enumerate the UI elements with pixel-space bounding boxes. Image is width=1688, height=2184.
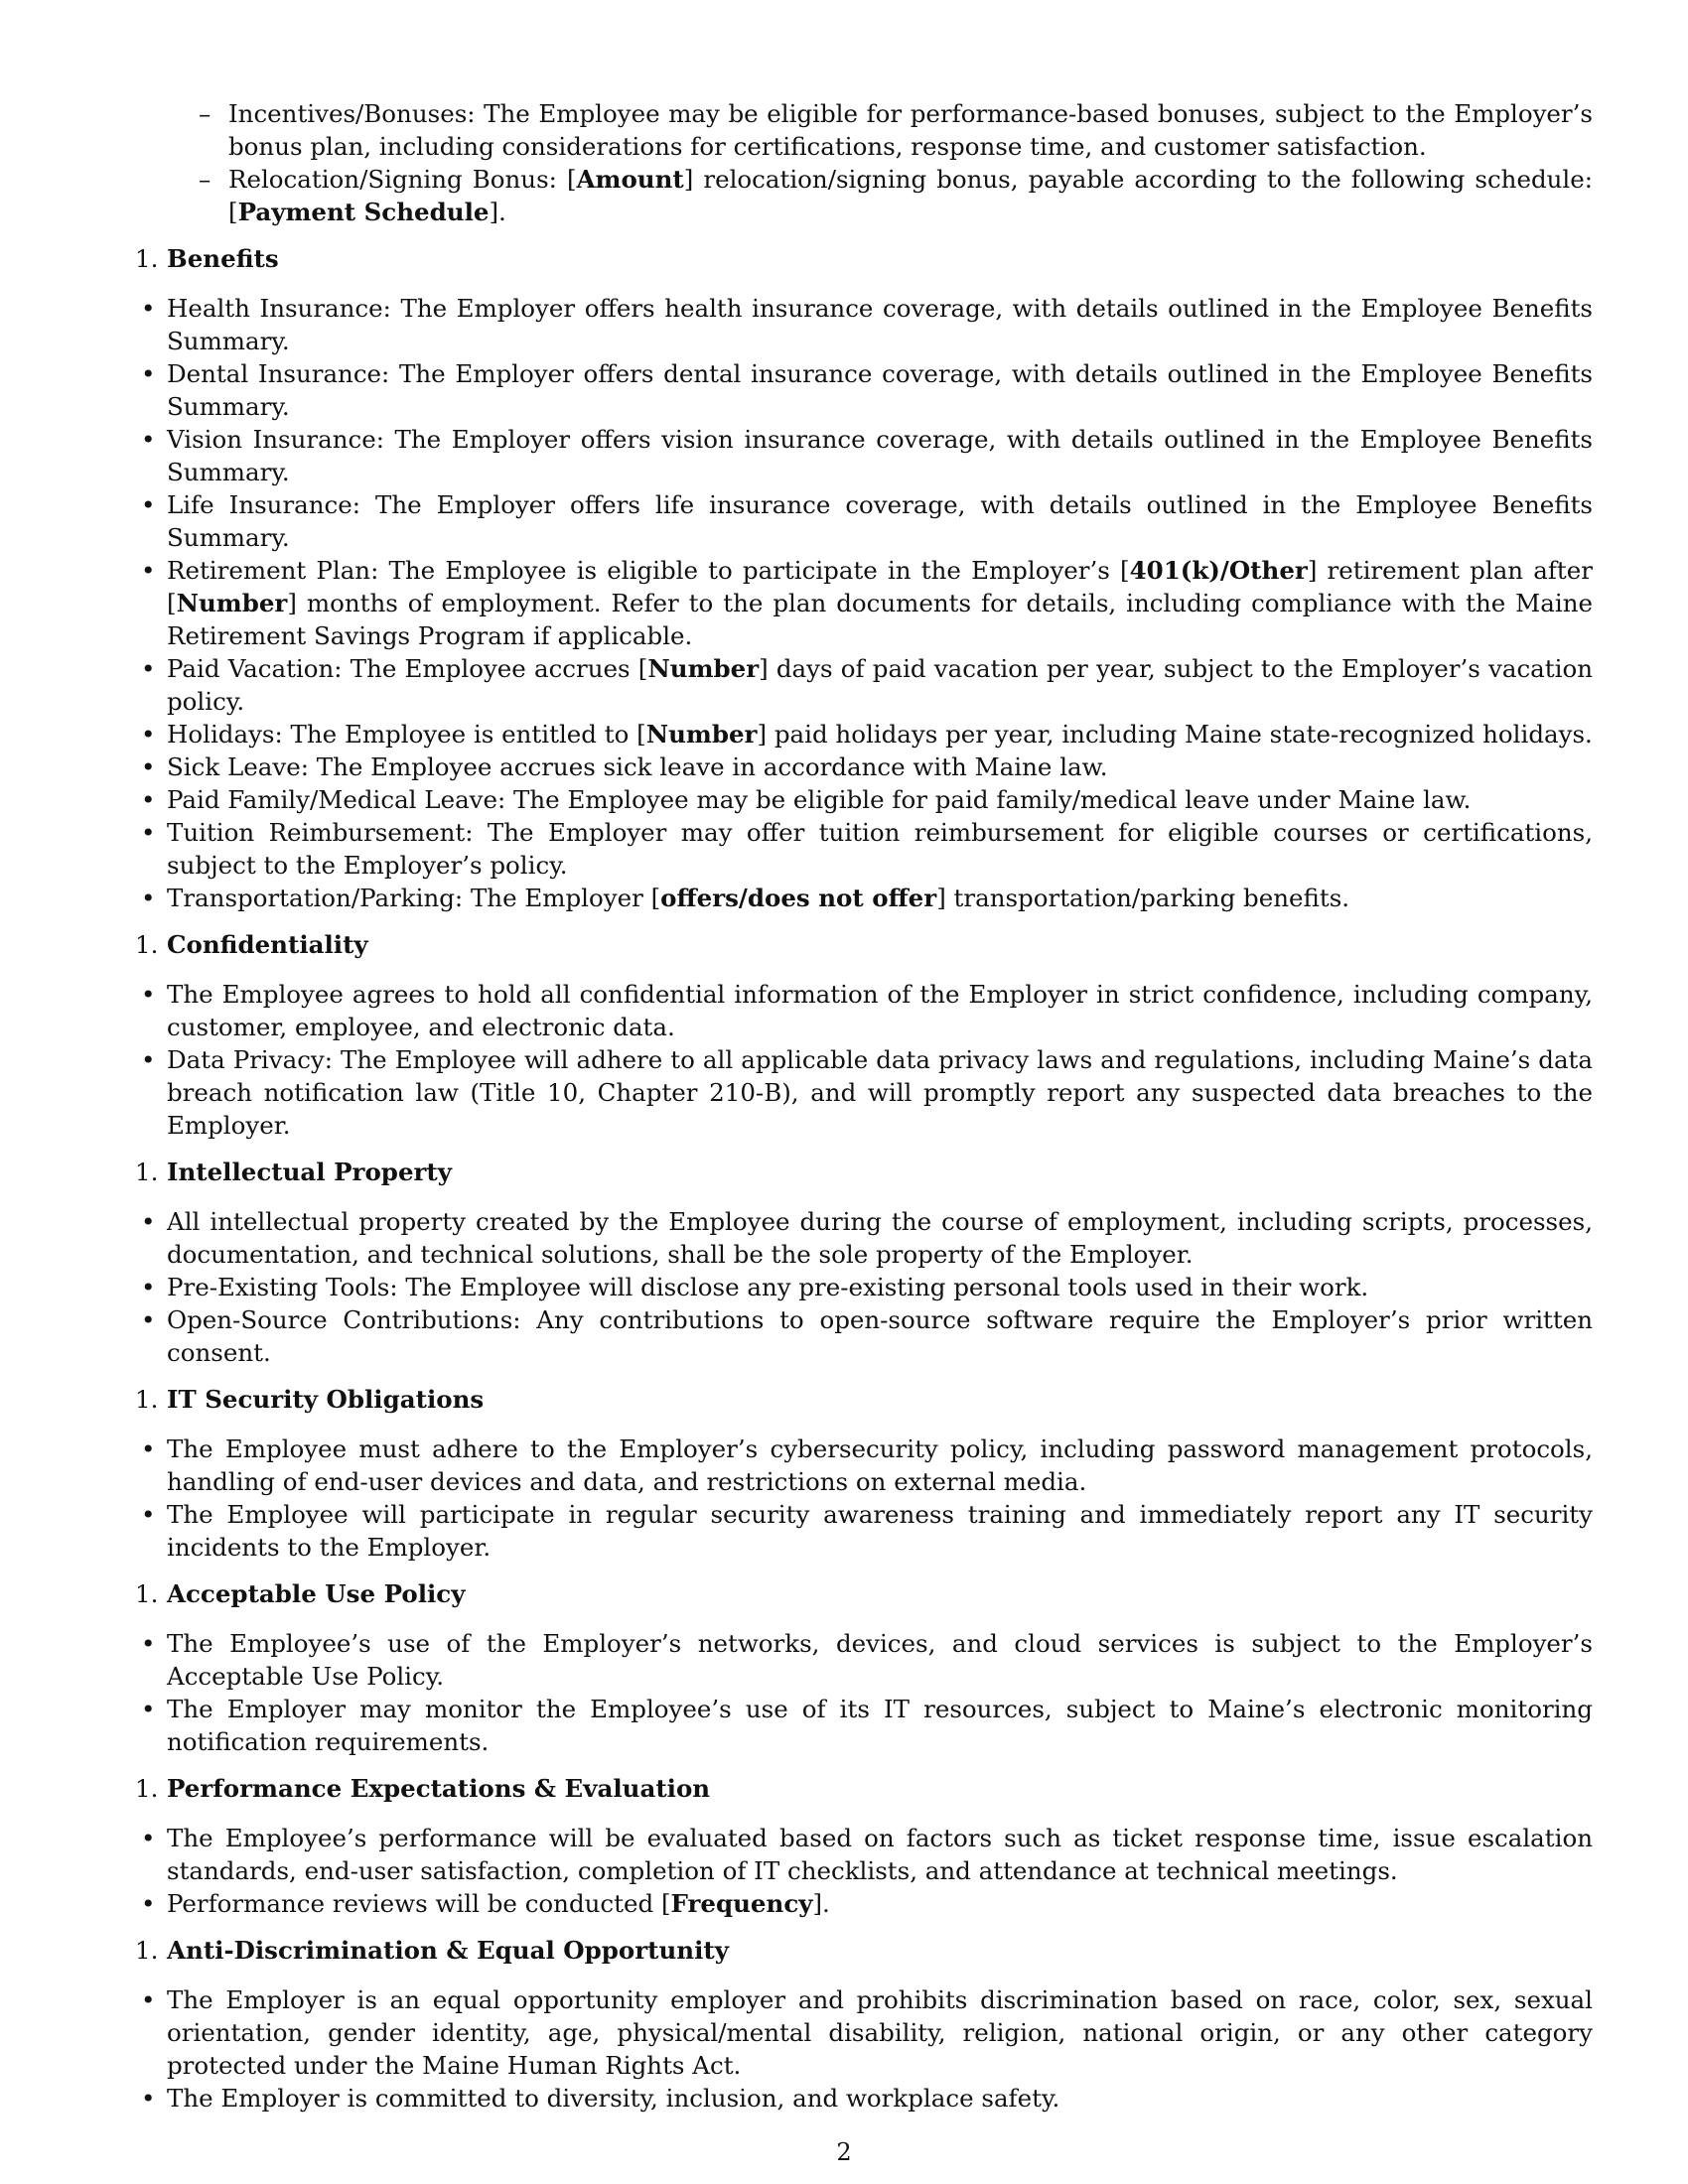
section-number: 1. (135, 244, 159, 273)
section-number: 1. (135, 1579, 159, 1608)
bullet-marker: • (141, 1985, 156, 2014)
item-text: Vision Insurance: The Employer offers vision insurance coverage, with details outlined in the Employee Benefits Summary. (167, 425, 1593, 486)
bullet-marker: • (141, 654, 156, 683)
bullet-marker: • (141, 1305, 156, 1334)
bullet-marker: • (141, 1434, 156, 1463)
list-item (141, 488, 1593, 554)
compensation-sublist (199, 97, 1593, 228)
bullet-marker: • (141, 1629, 156, 1658)
bullet-marker: • (141, 294, 156, 323)
item-text: The Employee must adhere to the Employer’s cybersecurity policy, including password management protocols, handling of end-user devices and data, and restrictions on external media. (167, 1434, 1593, 1496)
section-number: 1. (135, 1385, 159, 1414)
relocation-text: Relocation/Signing Bonus: [ (228, 165, 577, 194)
placeholder-frequency: Frequency (670, 1889, 813, 1918)
anti-discrimination-list (141, 1983, 1593, 2115)
item-text: The Employee’s performance will be evaluated based on factors such as ticket response time, issue escalation standards, end-user satisfaction, completion of IT checklists, and attendance at technical meetings. (167, 1824, 1593, 1885)
item-text: Pre-Existing Tools: The Employee will disclose any pre-existing personal tools used in their work. (167, 1273, 1369, 1301)
item-text: Dental Insurance: The Employer offers dental insurance coverage, with details outlined in the Employee Benefits Summary. (167, 359, 1593, 421)
item-text: The Employee’s use of the Employer’s networks, devices, and cloud services is subject to the Employer’s Acceptable Use Policy. (167, 1629, 1593, 1691)
list-item (141, 554, 1593, 652)
bullet-marker: • (141, 720, 156, 749)
section-number: 1. (135, 1936, 159, 1965)
section-heading-ip (135, 1156, 1593, 1188)
section-heading-aup (135, 1577, 1593, 1610)
list-item (141, 423, 1593, 488)
item-text: Performance reviews will be conducted [ (167, 1889, 671, 1918)
bullet-marker: • (141, 425, 156, 454)
section-heading-anti-discrimination (135, 1934, 1593, 1967)
bullet-marker: • (141, 884, 156, 912)
bullet-marker: • (141, 980, 156, 1009)
bullet-marker: • (141, 359, 156, 388)
dash-marker: – (199, 99, 211, 128)
item-text: Retirement Plan: The Employee is eligible to participate in the Employer’s [ (167, 556, 1130, 585)
section-title: Benefits (167, 244, 279, 273)
list-item (141, 978, 1593, 1043)
relocation-text: ]. (489, 198, 506, 226)
list-item (141, 1205, 1593, 1271)
list-item (141, 1303, 1593, 1369)
section-title: IT Security Obligations (167, 1385, 485, 1414)
incentives-text: Incentives/Bonuses: The Employee may be eligible for performance-based bonuses, subject to the Employer’s bonus plan, including considerations for certifications, response time, and customer satisfaction. (228, 99, 1593, 161)
document-body (135, 97, 1593, 2115)
section-number: 1. (135, 1774, 159, 1803)
bullet-marker: • (141, 818, 156, 847)
list-item (141, 1433, 1593, 1498)
item-text: ] months of employment. Refer to the plan documents for details, including compliance with the Maine Retirement Savings Program if applicable. (167, 589, 1593, 650)
list-item (141, 2082, 1593, 2115)
placeholder-number: Number (647, 654, 760, 683)
section-title: Confidentiality (167, 930, 368, 959)
benefits-list (141, 292, 1593, 914)
bullet-marker: • (141, 1045, 156, 1074)
placeholder-plan-type: 401(k)/Other (1129, 556, 1308, 585)
list-item (141, 292, 1593, 357)
section-heading-performance (135, 1772, 1593, 1805)
list-item (141, 783, 1593, 816)
aup-list (141, 1627, 1593, 1758)
section-title: Performance Expectations & Evaluation (167, 1774, 711, 1803)
list-item (141, 1822, 1593, 1887)
item-text: ]. (812, 1889, 830, 1918)
bullet-marker: • (141, 490, 156, 519)
list-item (141, 1271, 1593, 1303)
list-item (141, 1498, 1593, 1564)
it-security-list (141, 1433, 1593, 1564)
section-heading-it-security (135, 1383, 1593, 1416)
item-text: Open-Source Contributions: Any contributions to open-source software require the Employer’s prior written consent. (167, 1305, 1593, 1367)
section-number: 1. (135, 1158, 159, 1186)
section-heading-confidentiality (135, 928, 1593, 961)
section-title: Anti-Discrimination & Equal Opportunity (167, 1936, 729, 1965)
list-item (199, 163, 1593, 228)
bullet-marker: • (141, 1889, 156, 1918)
dash-marker: – (199, 165, 211, 194)
section-title: Acceptable Use Policy (167, 1579, 466, 1608)
section-title: Intellectual Property (167, 1158, 452, 1186)
bullet-marker: • (141, 1207, 156, 1236)
placeholder-number: Number (176, 589, 288, 617)
bullet-marker: • (141, 752, 156, 781)
list-item (141, 718, 1593, 751)
placeholder-number: Number (645, 720, 758, 749)
list-item (199, 97, 1593, 163)
list-item (141, 882, 1593, 914)
item-text: The Employee agrees to hold all confidential information of the Employer in strict confidence, including company, customer, employee, and electronic data. (167, 980, 1593, 1041)
bullet-marker: • (141, 2084, 156, 2113)
item-text: The Employer may monitor the Employee’s use of its IT resources, subject to Maine’s electronic monitoring notification requirements. (167, 1695, 1593, 1756)
item-text: Life Insurance: The Employer offers life insurance coverage, with details outlined in the Employee Benefits Summary. (167, 490, 1593, 552)
list-item (141, 357, 1593, 423)
page-number: 2 (836, 2138, 852, 2166)
placeholder-payment-schedule: Payment Schedule (237, 198, 490, 226)
relocation-text: ] relocation/signing bonus, payable according to the following schedule: [ (228, 165, 1593, 226)
section-number: 1. (135, 930, 159, 959)
confidentiality-list (141, 978, 1593, 1142)
section-heading-benefits (135, 242, 1593, 275)
item-text: Data Privacy: The Employee will adhere to all applicable data privacy laws and regulations, including Maine’s data breach notification law (Title 10, Chapter 210-B), and will promptly report any suspected data breaches to the Employer. (167, 1045, 1593, 1140)
item-text: Holidays: The Employee is entitled to [ (167, 720, 646, 749)
bullet-marker: • (141, 556, 156, 585)
item-text: Tuition Reimbursement: The Employer may offer tuition reimbursement for eligible courses or certifications, subject to the Employer’s policy. (167, 818, 1593, 880)
bullet-marker: • (141, 1273, 156, 1301)
list-item (141, 1043, 1593, 1142)
item-text: All intellectual property created by the Employee during the course of employment, including scripts, processes, documentation, and technical solutions, shall be the sole property of the Employer. (167, 1207, 1593, 1269)
performance-list (141, 1822, 1593, 1920)
placeholder-offers: offers/does not offer (660, 884, 937, 912)
placeholder-amount: Amount (576, 165, 684, 194)
list-item (141, 751, 1593, 783)
item-text: The Employee will participate in regular security awareness training and immediately report any IT security incidents to the Employer. (167, 1500, 1593, 1562)
item-text: ] transportation/parking benefits. (936, 884, 1350, 912)
item-text: ] retirement plan after [ (167, 556, 1593, 617)
item-text: Paid Vacation: The Employee accrues [ (167, 654, 648, 683)
item-text: Health Insurance: The Employer offers health insurance coverage, with details outlined in the Employee Benefits Summary. (167, 294, 1593, 355)
list-item (141, 1693, 1593, 1758)
item-text: Paid Family/Medical Leave: The Employee may be eligible for paid family/medical leave under Maine law. (167, 785, 1472, 814)
bullet-marker: • (141, 1695, 156, 1723)
item-text: The Employer is committed to diversity, inclusion, and workplace safety. (167, 2084, 1060, 2113)
item-text: Transportation/Parking: The Employer [ (167, 884, 661, 912)
bullet-marker: • (141, 785, 156, 814)
item-text: ] days of paid vacation per year, subject to the Employer’s vacation policy. (167, 654, 1593, 716)
bullet-marker: • (141, 1824, 156, 1852)
item-text: The Employer is an equal opportunity employer and prohibits discrimination based on race, color, sex, sexual orientation, gender identity, age, physical/mental disability, religion, national origin, or any other category protected under the Maine Human Rights Act. (167, 1985, 1593, 2080)
item-text: ] paid holidays per year, including Maine state-recognized holidays. (757, 720, 1593, 749)
list-item (141, 1627, 1593, 1693)
list-item (141, 1887, 1593, 1920)
list-item (141, 652, 1593, 718)
list-item (141, 816, 1593, 882)
list-item (141, 1983, 1593, 2082)
ip-list (141, 1205, 1593, 1369)
bullet-marker: • (141, 1500, 156, 1529)
item-text: Sick Leave: The Employee accrues sick leave in accordance with Maine law. (167, 752, 1108, 781)
